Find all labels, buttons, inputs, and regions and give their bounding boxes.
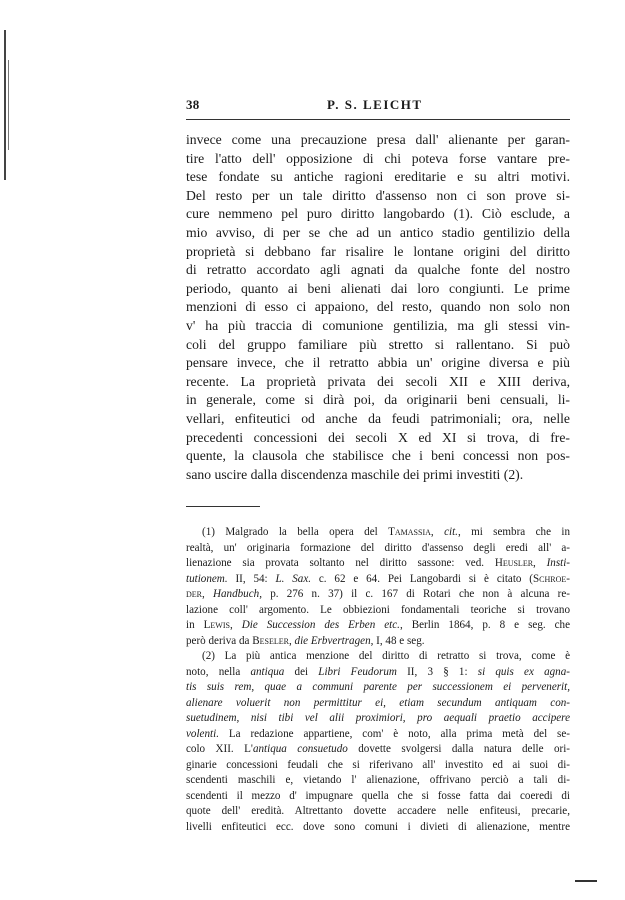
text-line: recente. La proprietà privata dei secoli XII e XIII deriva, [186,373,570,389]
footnote-1-line: lienazione sia provata soltanto nel diritto sassone: ved. Heusler, Insti- [186,557,570,570]
text-line: tese fondate su antiche ragioni ereditarie e su altri motivi. [186,169,570,185]
text-line: quente, la clausola che stabilisce che i beni concessi non pos- [186,448,570,464]
text-line: proprietà si debbano far risalire le lontane origini del diritto [186,243,570,259]
scan-edge-mark [4,30,6,180]
footnote-ref-2: (2). [503,466,524,482]
footnote-ref-1: (1). Ciò esclude, a [453,206,571,222]
footnote-2-line: tis suis rem, quae a communi parente per successionem ei pervenerit, [186,681,570,694]
text-line: in generale, come si dirà poi, da originarii beni censuali, li- [186,392,570,408]
footnote-2-line: suetudinem, nisi tibi vel alii proximiori, pro aequali praetio accipere [186,712,570,725]
scan-edge-mark-2 [8,60,9,150]
footnote-2-line: noto, nella antiqua dei Libri Feudorum II, 3 § 1: si quis ex agna- [186,665,570,678]
footnote-2-line: colo XII. L'antiqua consuetudo dovette svolgersi dalla natura delle ori- [186,743,570,756]
text-line: mio avviso, di per se che ad un antico stadio gentilizio della [186,224,570,240]
footnote-1-line: in Lewis, Die Succession des Erben etc., Berlin 1864, p. 8 e seg. che [186,619,571,632]
text-line: tire l'atto dell' opposizione di chi poteva forse vantare pre- [186,150,570,166]
footnote-2-line: volenti. La redazione appartiene, com' è noto, alla prima metà del se- [186,727,570,740]
footnote-1-line: tutionem. II, 54: L. Sax. c. 62 e 64. Pei Langobardi si è citato (Schroe- [186,572,570,585]
text-line: vellari, enfiteutici od anche da feudi patrimoniali; ora, nelle [186,410,570,426]
footnote-2-line: scendenti il mezzo d' impugnare quella che si fosse fatta dai coeredi di [186,789,570,802]
footnote-2-line: (2) La più antica menzione del diritto di retratto si trova, come è [202,650,570,663]
text-line: di retratto accordato agli agnati da qualche fonte del nostro [186,262,570,278]
text-line: v' ha più traccia di comunione gentilizia, ma gli stessi vin- [186,317,570,333]
running-title: P. S. LEICHT [327,97,423,112]
footnote-2-line: livelli enfiteutici ecc. dove sono comuni i divieti di alienazione, mentre [186,820,570,833]
text-line: periodo, quanto ai beni alienati dai loro congiunti. Le prime [186,280,570,296]
footnote-1-line: però deriva da Beseler, die Erbvertragen, I, 48 e seg. [186,634,425,647]
text-line: sano uscire dalla discendenza maschile dei primi investiti (2). [186,466,524,482]
footnote-separator [186,506,260,507]
main-text [186,131,570,484]
text-line: coli del gruppo familiare più stretto si rallentano. Si può [186,336,570,352]
text-line: cure nemmeno pel puro diritto langobardo (1). Ciò esclude, a [186,206,571,222]
scan-artifact [575,880,597,882]
book-page [186,97,570,835]
text-line: pensare invece, che il retratto abbia un' origine diversa e più [186,355,570,371]
text-line: invece come una precauzione presa dall' alienante per garan- [186,132,570,147]
footnote-2-line: scendenti maschili e, vietando l' alienazione, offrivano perciò a tali di- [186,774,570,787]
footnote-2-line: alienare voluerit non permittitur ei, etiam secundum antiquam con- [186,696,570,709]
text-line: Del resto per un tale diritto d'assenso non ci son prove si- [186,187,570,203]
footnote-2-line: quote dell' eredità. Altrettanto dovette accadere nelle enfiteusi, precarie, [186,805,570,818]
footnote-2-line: ginarie concessioni feudali che si riferivano all' investito ed ai suoi di- [186,758,570,771]
text-line: precedenti concessioni dei secoli X ed XI si trova, di fre- [186,429,570,445]
running-header [186,97,570,120]
footnote-1-line: der, Handbuch, p. 276 n. 37) il c. 167 di Rotari che non à alcuna re- [186,588,570,601]
footnote-1-line: lazione coll' argomento. Le obbiezioni fondamentali teoriche si trovano [186,603,570,616]
text-line: menzioni di esso ci appaiono, del resto, quando non solo non [186,299,570,315]
page-number: 38 [186,97,200,112]
footnotes [186,525,570,835]
footnote-1-line: (1) Malgrado la bella opera del Tamassia, cit., mi sembra che in [202,526,571,539]
footnote-1-line: realtà, un' originaria formazione del diritto d'assenso degli eredi all' a- [186,541,570,554]
